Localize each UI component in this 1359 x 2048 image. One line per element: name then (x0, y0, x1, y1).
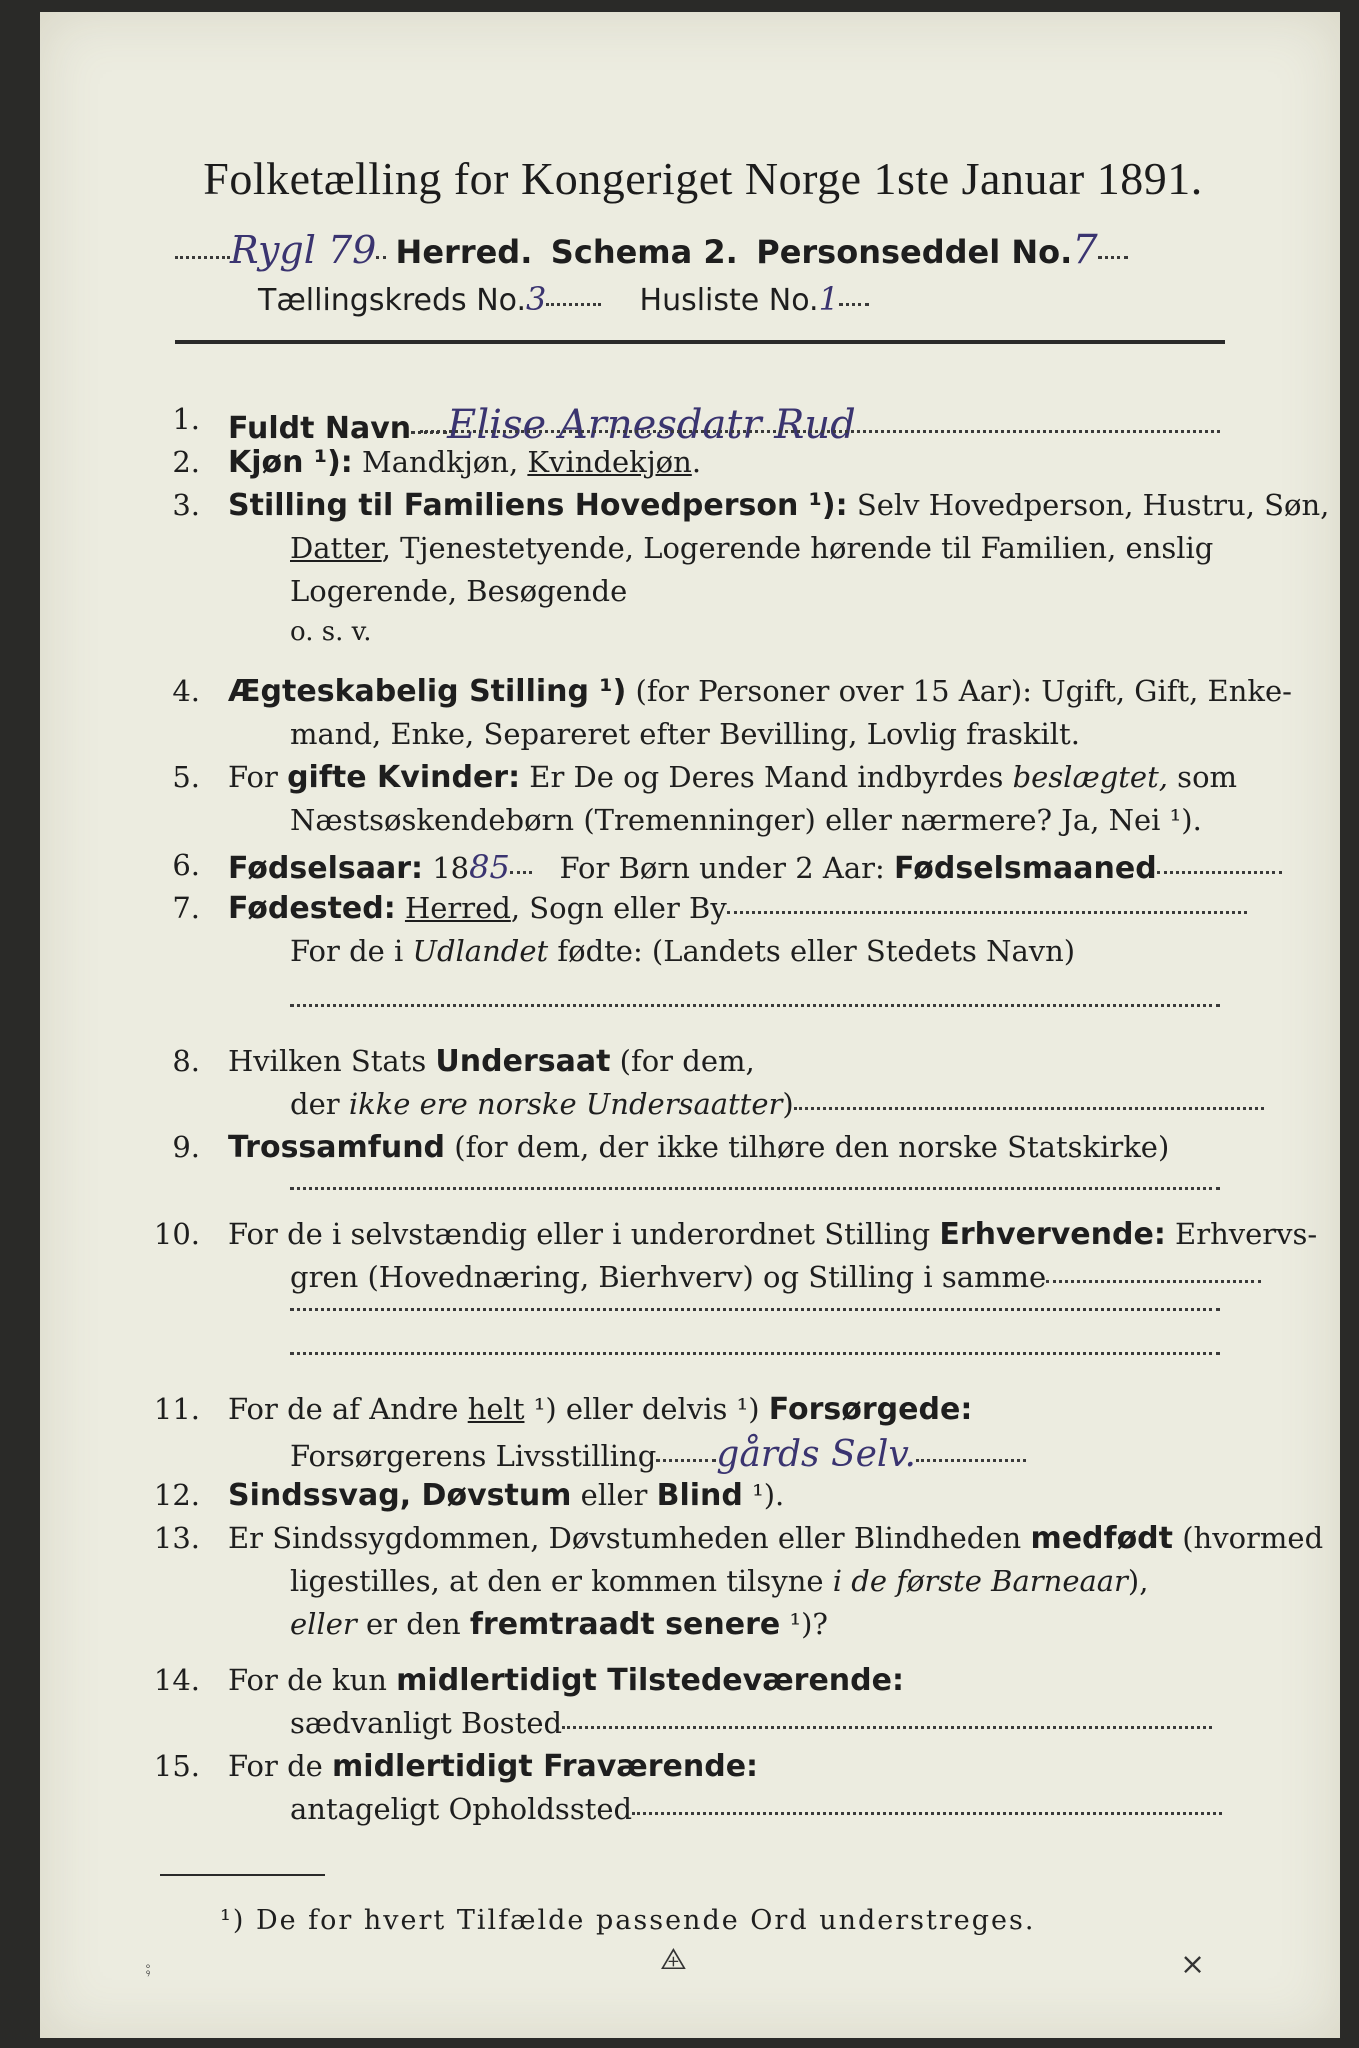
registration-mark-icon: ⨯ (1180, 1947, 1206, 1982)
item-number: 6. (172, 848, 200, 882)
q11-text-a: For de af Andre (228, 1392, 468, 1426)
q13-line2-italic: i de første Barneaar (832, 1564, 1128, 1598)
q8-bold: Undersaat (435, 1044, 611, 1079)
q2-label: Kjøn ¹): (228, 445, 353, 480)
item-number: 13. (153, 1521, 200, 1555)
q11-value: gårds Selv. (716, 1434, 916, 1475)
q6-line (228, 848, 1282, 886)
herred-line (175, 227, 1128, 273)
q1-dotted-line (420, 430, 1220, 433)
q6-prefix: 18 (423, 851, 470, 885)
q13-text-b: (hvormed (1173, 1521, 1324, 1555)
header-rule (175, 340, 1225, 344)
q14-line1 (228, 1663, 904, 1698)
q5-line2: Næstsøskendebørn (Tremenninger) eller nærmere? Ja, Nei ¹). (290, 803, 1202, 837)
item-number: 4. (172, 674, 200, 708)
schema-label: Schema 2. (550, 233, 738, 271)
q10-bold: Erhvervende: (939, 1217, 1166, 1252)
q3-line4: o. s. v. (290, 617, 372, 647)
q13-bold: medfødt (1030, 1521, 1173, 1556)
q3-line2-text: , Tjenestetyende, Logerende hørende til Familien, enslig (381, 531, 1214, 565)
q7-label: Fødested: (228, 891, 396, 926)
q1-line (228, 402, 856, 448)
q10-line2-text: gren (Hovednæring, Bierhverv) og Stilling i samme (290, 1260, 1047, 1294)
q4-line1 (228, 674, 1292, 709)
q3-text: Selv Hovedperson, Hustru, Søn, (847, 488, 1330, 522)
item-number: 8. (172, 1044, 200, 1078)
item-number: 1. (172, 402, 200, 436)
item-number: 5. (172, 760, 200, 794)
personseddel-label: Personseddel No. (756, 233, 1073, 271)
q3-option-datter: Datter (290, 531, 382, 565)
herred-label: Herred. (395, 233, 533, 271)
q8-text-a: Hvilken Stats (228, 1044, 436, 1078)
q10-text-a: For de i selvstændig eller i underordnet Stilling (228, 1217, 940, 1251)
q12-bold2: Blind (656, 1478, 743, 1513)
q11-line1 (228, 1392, 972, 1427)
registration-mark-icon: ⨾ (145, 1947, 151, 1982)
q7-option-herred: Herred (404, 891, 511, 925)
item-number: 9. (172, 1130, 200, 1164)
q13-line2-a: ligestilles, at den er kommen tilsyne (290, 1564, 833, 1598)
q10-dotted-line (290, 1352, 1220, 1355)
q5-line1 (228, 760, 1237, 795)
q13-line3 (290, 1607, 828, 1642)
q4-label: Ægteskabelig Stilling ¹) (228, 674, 627, 709)
q5-text: Er De og Deres Mand indbyrdes (520, 760, 1013, 794)
item-number: 12. (153, 1478, 200, 1512)
item-number: 10. (153, 1217, 200, 1251)
registration-mark-icon: ⨹ (660, 1942, 687, 1977)
q5-label: gifte Kvinder: (287, 760, 521, 795)
q13-line1 (228, 1521, 1323, 1556)
q10-line1 (228, 1217, 1317, 1252)
q6-bold: Fødselsmaaned (894, 851, 1157, 886)
q9-dotted-line (290, 1187, 1220, 1190)
q14-line2 (290, 1706, 1212, 1740)
q13-line3-italic: eller (290, 1607, 357, 1641)
q7-line1 (228, 891, 1247, 926)
q5-prefix: For (228, 760, 288, 794)
q13-line2 (290, 1564, 1148, 1598)
q5-end: som (1167, 760, 1238, 794)
q3-line1 (228, 488, 1329, 523)
q3-line2 (290, 531, 1213, 565)
q13-line3-a: er den (356, 1607, 470, 1641)
q8-line2-a: der (290, 1087, 349, 1121)
q1-value: Elise Arnesdatr Rud (447, 402, 856, 448)
q15-line2-text: antageligt Opholdssted (290, 1792, 633, 1826)
q8-line2 (290, 1087, 1264, 1121)
q1-label: Fuldt Navn (228, 411, 412, 446)
q2-option-male: Mandkjøn, (352, 445, 528, 479)
personseddel-value: 7 (1072, 227, 1098, 273)
q4-text: (for Personer over 15 Aar): Ugift, Gift, Enke- (626, 674, 1292, 708)
q2-line: Kjøn ¹): Mandkjøn, Kvindekjøn. (228, 445, 702, 480)
q7-line2 (290, 934, 1075, 968)
q15-bold: midlertidigt Fraværende: (332, 1749, 759, 1784)
q13-line3-bold: fremtraadt senere (469, 1607, 781, 1642)
item-number: 11. (153, 1392, 200, 1426)
q3-line3: Logerende, Besøgende (290, 574, 628, 608)
q12-line (228, 1478, 784, 1513)
footnote-rule (160, 1874, 325, 1876)
q13-line3-b: ¹)? (780, 1607, 828, 1641)
q9-text: (for dem, der ikke tilhøre den norske Statskirke) (445, 1130, 1170, 1164)
q12-text-b: ¹). (742, 1478, 785, 1512)
census-form-page (40, 12, 1340, 2038)
kreds-line (258, 280, 869, 318)
q4-line2: mand, Enke, Separeret efter Bevilling, Lovlig fraskilt. (290, 717, 1080, 751)
q11-line2 (290, 1434, 1026, 1475)
husliste-value: 1 (818, 280, 839, 318)
q13-text-a: Er Sindssygdommen, Døvstumheden eller Blindheden (228, 1521, 1031, 1555)
q15-line2 (290, 1792, 1222, 1826)
q8-text-b: (for dem, (610, 1044, 755, 1078)
q10-line2 (290, 1260, 1261, 1294)
q8-line1 (228, 1044, 755, 1079)
q11-option-helt: helt (467, 1392, 525, 1426)
q6-value: 85 (469, 848, 510, 886)
q7-dotted-line (290, 1004, 1220, 1007)
q7-line2-a: For de i (290, 934, 413, 968)
q2-option-female: Kvindekjøn (527, 445, 692, 479)
q11-line2-text: Forsørgerens Livsstilling (290, 1439, 657, 1473)
q6-text: For Børn under 2 Aar: (559, 851, 895, 885)
q8-line2-italic: ikke ere norske Undersaatter (348, 1087, 783, 1121)
q5-italic: beslægtet, (1012, 760, 1168, 794)
q3-label: Stilling til Familiens Hovedperson ¹): (228, 488, 848, 523)
footnote: ¹) De for hvert Tilfælde passende Ord understreges. (220, 1905, 1036, 1936)
q14-bold: midlertidigt Tilstedeværende: (396, 1663, 904, 1698)
herred-value: Rygl 79 (230, 228, 377, 272)
form-title: Folketælling for Kongeriget Norge 1ste Januar 1891. (203, 153, 1203, 204)
q14-text-a: For de kun (228, 1663, 397, 1697)
q7-text: , Sogn eller By (510, 891, 727, 925)
item-number: 2. (172, 445, 200, 479)
q9-label: Trossamfund (228, 1130, 446, 1165)
item-number: 14. (153, 1663, 200, 1697)
item-number: 7. (172, 891, 200, 925)
item-number: 3. (172, 488, 200, 522)
q14-line2-text: sædvanligt Bosted (290, 1706, 563, 1740)
q13-line2-b: ), (1127, 1564, 1149, 1598)
q12-bold: Sindssvag, Døvstum (228, 1478, 572, 1513)
q11-text-b: ¹) eller delvis ¹) (524, 1392, 769, 1426)
q15-text-a: For de (228, 1749, 333, 1783)
q10-dotted-line (290, 1308, 1220, 1311)
q11-bold: Forsørgede: (768, 1392, 973, 1427)
q6-label: Fødselsaar: (228, 851, 423, 886)
q12-text-a: eller (571, 1478, 657, 1512)
kreds-value: 3 (526, 280, 547, 318)
q15-line1 (228, 1749, 758, 1784)
kreds-label: Tællingskreds No. (258, 283, 526, 318)
item-number: 15. (153, 1749, 200, 1783)
q7-line2-b: fødte: (Landets eller Stedets Navn) (548, 934, 1076, 968)
q10-text-b: Erhvervs- (1165, 1217, 1318, 1251)
q8-line2-b: ) (782, 1087, 794, 1121)
husliste-label: Husliste No. (639, 283, 819, 318)
q7-line2-italic: Udlandet (412, 934, 549, 968)
q9-line (228, 1130, 1169, 1165)
